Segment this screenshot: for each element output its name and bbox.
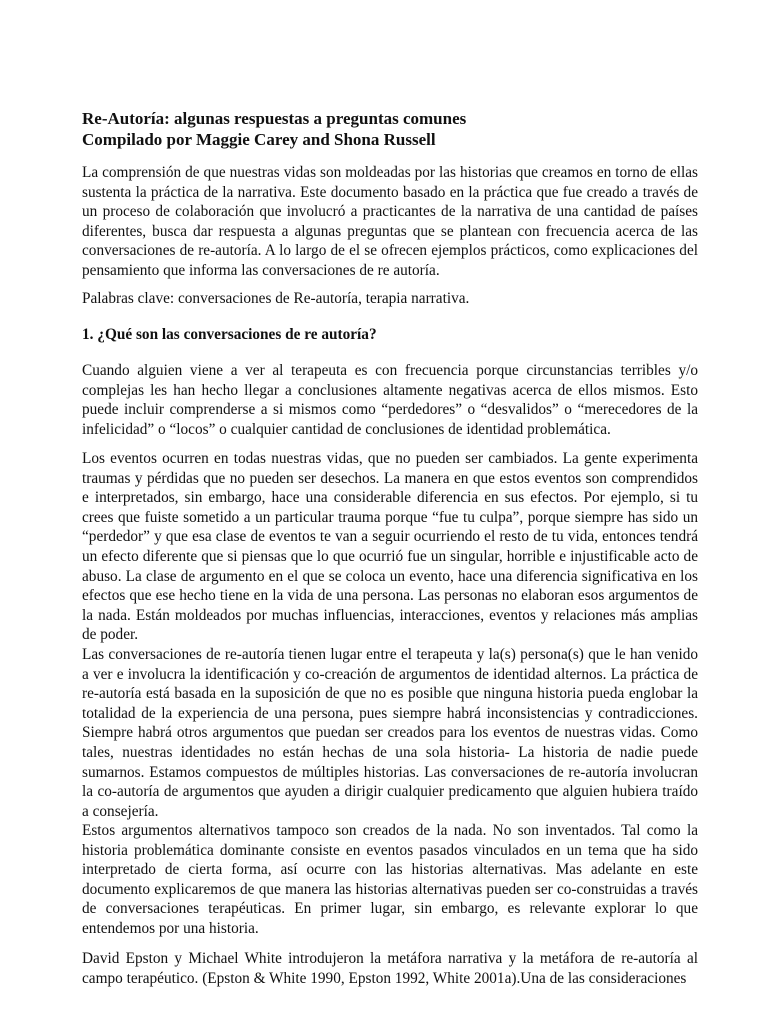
intro-paragraph: La comprensión de que nuestras vidas son moldeadas por las historias que creamos en torno de ellas sustenta la práctica de la narrativa. Este documento basado en la práctica que fue creado a través de un proceso de colaboración que involucró a practicantes de la narrativa de una cantidad de países diferentes, busca dar respuesta a algunas preguntas que se plantean con frecuencia acerca de las conversaciones de re-autoría. A lo largo de el se ofrecen ejemplos prácticos, como explicaciones del pensamiento que informa las conversaciones de re autoría. [82, 164, 698, 279]
title-line-2: Compilado por Maggie Carey and Shona Russell [82, 130, 436, 149]
body-paragraph-4: Estos argumentos alternativos tampoco son creados de la nada. No son inventados. Tal como la historia problemática dominante consiste en eventos pasados vinculados en un tema que ha sido interpretado de cierta forma, así ocurre con las historias alternativas. Mas adelante en este documento explicaremos de que manera las historias alternativas pueden ser co-construidas a través de conversaciones terapéuticas. En primer lugar, sin embargo, es relevante explorar lo que entendemos por una historia. [82, 822, 698, 937]
document-title [82, 108, 702, 150]
body-paragraph-2: Los eventos ocurren en todas nuestras vidas, que no pueden ser cambiados. La gente experimenta traumas y pérdidas que no pueden ser desechos. La manera en que estos eventos son comprendidos e interpretados, sin embargo, hace una considerable diferencia en sus efectos. Por ejemplo, si tu crees que fuiste sometido a un particular trauma porque “fue tu culpa”, porque siempre has sido un “perdedor” y que esa clase de eventos te van a seguir ocurriendo el resto de tu vida, entonces tendrá un efecto diferente que si piensas que lo que ocurrió fue un singular, horrible e injustificable acto de abuso. La clase de argumento en el que se coloca un evento, hace una diferencia significativa en los efectos que ese hecho tiene en la vida de una persona. Las personas no elaboran esos argumentos de la nada. Están moldeados por muchas influencias, interacciones, eventos y relaciones más amplias de poder. [82, 450, 698, 644]
body-paragraph-3: Las conversaciones de re-autoría tienen lugar entre el terapeuta y la(s) persona(s) que le han venido a ver e involucra la identificación y co-creación de argumentos de identidad alternos. La práctica de re-autoría está basada en la suposición de que no es posible que ninguna historia pueda englobar la totalidad de la experiencia de una persona, pues siempre habrá inconsistencias y contradicciones. Siempre habrá otros argumentos que puedan ser creados para los eventos de nuestras vidas. Como tales, nuestras identidades no están hechas de una sola historia- La historia de nadie puede sumarnos. Estamos compuestos de múltiples historias. Las conversaciones de re-autoría involucran la co-autoría de argumentos que ayuden a dirigir cualquier predicamento que alguien hubiera traído a consejería. [82, 646, 698, 820]
section-1-heading: 1. ¿Qué son las conversaciones de re autoría? [82, 326, 377, 343]
body-paragraph-1: Cuando alguien viene a ver al terapeuta es con frecuencia porque circunstancias terribles y/o complejas les han hecho llegar a conclusiones altamente negativas acerca de ellos mismos. Esto puede incluir comprenderse a si mismos como “perdedores” o “desvalidos” o “merecedores de la infelicidad” o “locos” o cualquier cantidad de conclusiones de identidad problemática. [82, 362, 698, 438]
body-paragraph-5: David Epston y Michael White introdujeron la metáfora narrativa y la metáfora de re-autoría al campo terapéutico. (Epston & White 1990, Epston 1992, White 2001a).Una de las consideraciones [82, 950, 698, 987]
title-line-1: Re-Autoría: algunas respuestas a preguntas comunes [82, 109, 467, 128]
keywords-line: Palabras clave: conversaciones de Re-autoría, terapia narrativa. [82, 290, 470, 307]
